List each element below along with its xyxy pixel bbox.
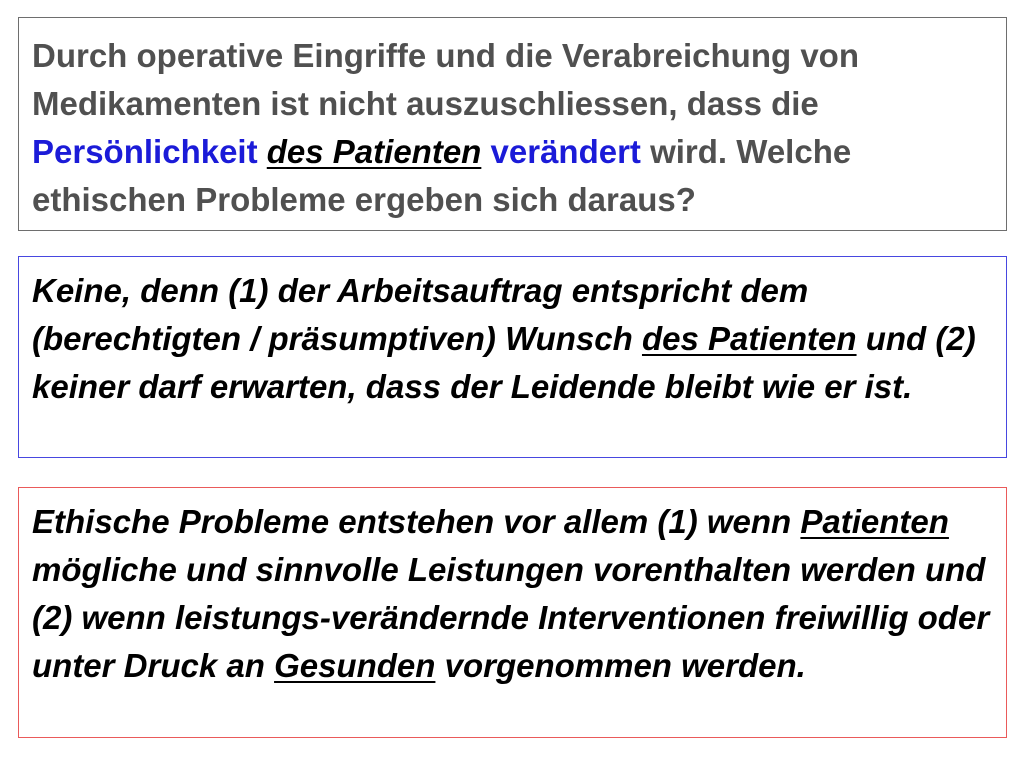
underlined-des-patienten-answer: des Patienten bbox=[641, 320, 857, 357]
question-space-2 bbox=[481, 133, 490, 170]
answer-1-text-end: und (2) keiner darf erwarten, dass der Leidende bleibt wie er ist. bbox=[32, 320, 976, 405]
answer-2-text-middle: mögliche und sinnvolle Leistungen vorenthalten werden und (2) wenn leistungs-verändernde Interventionen freiwillig oder unter Druck an bbox=[32, 551, 990, 684]
highlight-veraendert: verändert bbox=[490, 133, 641, 170]
underlined-gesunden: Gesunden bbox=[274, 647, 436, 684]
question-box bbox=[18, 17, 1007, 231]
question-text-end: wird. Welche ethischen Probleme ergeben sich daraus? bbox=[32, 133, 852, 218]
question-text: Durch operative Eingriffe und die Verabreichung von Medikamenten ist nicht auszuschliessen, dass die bbox=[32, 37, 859, 122]
underlined-patienten: Patienten bbox=[800, 503, 949, 540]
answer-1-text: Keine, denn (1) der Arbeitsauftrag entspricht dem (berechtigten / präsumptiven) Wunsch bbox=[32, 272, 809, 357]
answer-box-keine bbox=[18, 256, 1007, 458]
highlight-personality: Persönlichkeit bbox=[32, 133, 258, 170]
answer-2-text-end: vorgenommen werden. bbox=[435, 647, 806, 684]
answer-box-ethische-probleme bbox=[18, 487, 1007, 738]
question-space bbox=[258, 133, 267, 170]
underlined-des-patienten: des Patienten bbox=[266, 133, 482, 170]
answer-2-text: Ethische Probleme entstehen vor allem (1) wenn bbox=[32, 503, 801, 540]
